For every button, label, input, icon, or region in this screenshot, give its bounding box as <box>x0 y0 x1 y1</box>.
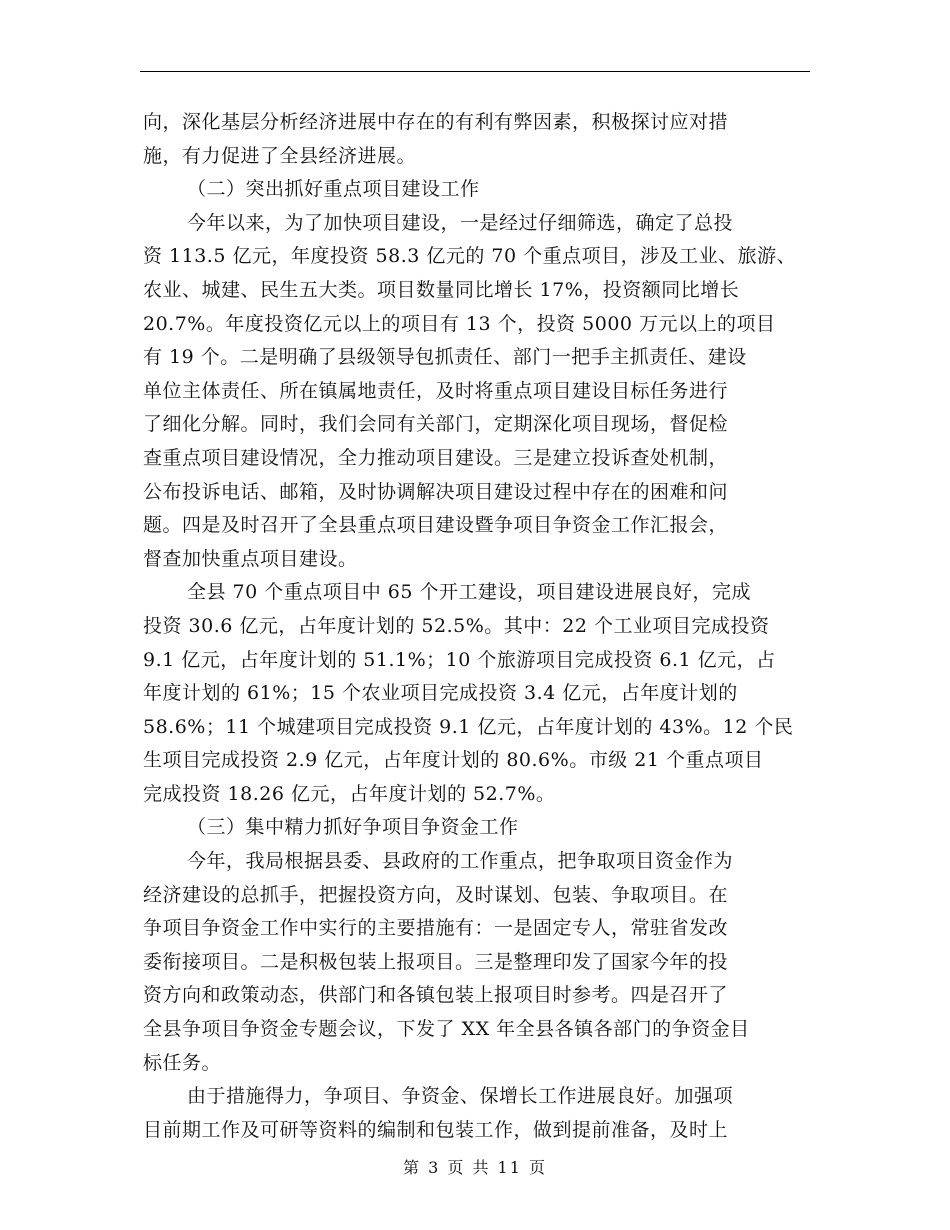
text-line: 9.1 亿元，占年度计划的 51.1%；10 个旅游项目完成投资 6.1 亿元，占 <box>143 648 776 671</box>
text-line: 资 113.5 亿元，年度投资 58.3 亿元的 70 个重点项目，涉及工业、旅游、 <box>143 245 797 268</box>
text-line: 委衔接项目。二是积极包装上报项目。三是整理印发了国家今年的投 <box>143 950 729 973</box>
section-heading <box>143 173 833 207</box>
header-rule <box>140 71 810 72</box>
paragraph <box>143 576 833 811</box>
text-line: 今年，我局根据县委、县政府的工作重点，把争取项目资金作为 <box>187 850 734 873</box>
text-line: 查重点项目建设情况，全力推动项目建设。三是建立投诉查处机制， <box>143 446 729 469</box>
text-line: 单位主体责任、所在镇属地责任，及时将重点项目建设目标任务进行 <box>143 379 729 402</box>
paragraph <box>143 845 833 1080</box>
text-line: （三）集中精力抓好争项目争资金工作 <box>187 816 519 839</box>
text-line: 督查加快重点项目建设。 <box>143 547 358 570</box>
text-line: （二）突出抓好重点项目建设工作 <box>187 178 480 201</box>
text-line: 目前期工作及可研等资料的编制和包装工作，做到提前准备，及时上 <box>143 1118 729 1141</box>
text-line: 争项目争资金工作中实行的主要措施有：一是固定专人，常驻省发改 <box>143 917 729 940</box>
page-number-footer: 第 3 页 共 11 页 <box>403 1158 547 1177</box>
text-line: 题。四是及时召开了全县重点项目建设暨争项目争资金工作汇报会， <box>143 514 729 537</box>
text-line: 有 19 个。二是明确了县级领导包抓责任、部门一把手主抓责任、建设 <box>143 346 747 369</box>
text-line: 由于措施得力，争项目、争资金、保增长工作进展良好。加强项 <box>187 1085 734 1108</box>
text-line: 公布投诉电话、邮箱，及时协调解决项目建设过程中存在的困难和问 <box>143 480 729 503</box>
text-line: 经济建设的总抓手，把握投资方向，及时谋划、包装、争取项目。在 <box>143 883 729 906</box>
document-body <box>143 106 833 1147</box>
text-line: 全县 70 个重点项目中 65 个开工建设，项目建设进展良好，完成 <box>187 581 752 604</box>
text-line: 20.7%。年度投资亿元以上的项目有 13 个，投资 5000 万元以上的项目 <box>143 312 776 335</box>
text-line: 农业、城建、民生五大类。项目数量同比增长 17%，投资额同比增长 <box>143 278 740 301</box>
text-line: 标任务。 <box>143 1051 222 1074</box>
text-line: 今年以来，为了加快项目建设，一是经过仔细筛选，确定了总投 <box>187 211 734 234</box>
paragraph <box>143 1080 833 1147</box>
paragraph <box>143 207 833 577</box>
text-line: 生项目完成投资 2.9 亿元，占年度计划的 80.6%。市级 21 个重点项目 <box>143 749 764 772</box>
text-line: 施，有力促进了全县经济进展。 <box>143 144 417 167</box>
text-line: 投资 30.6 亿元，占年度计划的 52.5%。其中：22 个工业项目完成投资 <box>143 614 770 637</box>
text-line: 年度计划的 61%；15 个农业项目完成投资 3.4 亿元，占年度计划的 <box>143 682 738 705</box>
text-line: 资方向和政策动态，供部门和各镇包装上报项目时参考。四是召开了 <box>143 984 729 1007</box>
paragraph <box>143 106 833 173</box>
text-line: 完成投资 18.26 亿元，占年度计划的 52.7%。 <box>143 782 556 805</box>
text-line: 58.6%；11 个城建项目完成投资 9.1 亿元，占年度计划的 43%。12 个民 <box>143 715 794 738</box>
section-heading <box>143 811 833 845</box>
text-line: 向，深化基层分析经济进展中存在的有利有弊因素，积极探讨应对措 <box>143 111 729 133</box>
text-line: 了细化分解。同时，我们会同有关部门，定期深化项目现场，督促检 <box>143 413 729 436</box>
text-line: 全县争项目争资金专题会议，下发了 XX 年全县各镇各部门的争资金目 <box>143 1018 750 1041</box>
